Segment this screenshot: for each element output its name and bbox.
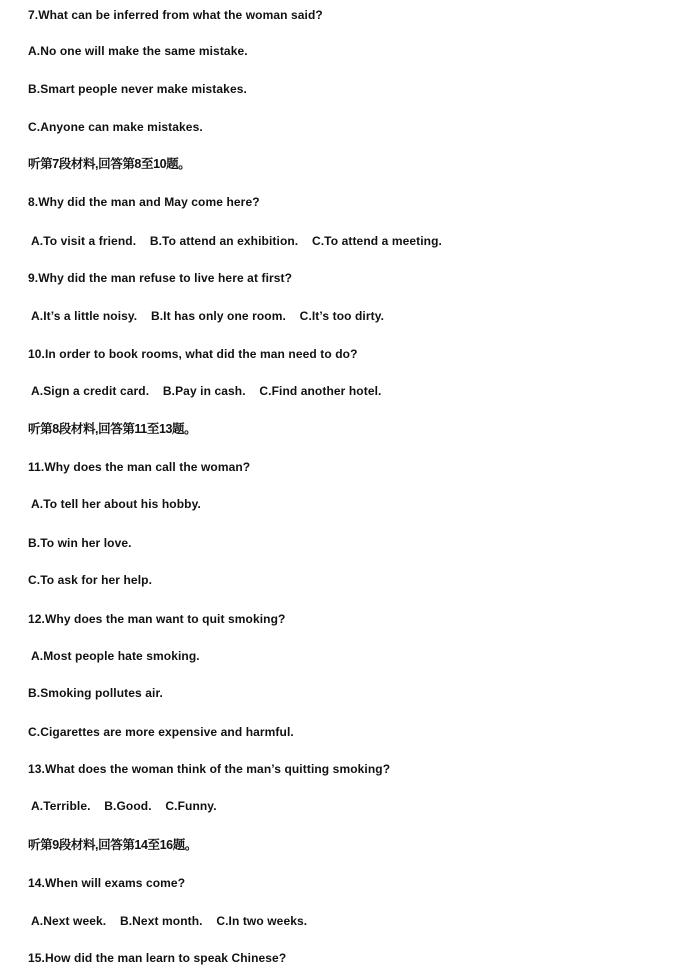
option-7c: C.Anyone can make mistakes. bbox=[28, 120, 203, 134]
options-8: A.To visit a friend. B.To attend an exhibition. C.To attend a meeting. bbox=[31, 234, 442, 248]
section-heading-9: 听第9段材料,回答第14至16题。 bbox=[28, 838, 197, 852]
section-heading-7: 听第7段材料,回答第8至10题。 bbox=[28, 157, 191, 171]
option-11a: A.To tell her about his hobby. bbox=[31, 497, 201, 511]
option-12a: A.Most people hate smoking. bbox=[31, 649, 200, 663]
question-11: 11.Why does the man call the woman? bbox=[28, 460, 251, 474]
question-10: 10.In order to book rooms, what did the man need to do? bbox=[28, 347, 358, 361]
options-10: A.Sign a credit card. B.Pay in cash. C.Find another hotel. bbox=[31, 384, 382, 398]
option-12c: C.Cigarettes are more expensive and harmful. bbox=[28, 725, 294, 739]
question-15: 15.How did the man learn to speak Chinese? bbox=[28, 951, 287, 965]
option-11b: B.To win her love. bbox=[28, 536, 132, 550]
options-13: A.Terrible. B.Good. C.Funny. bbox=[31, 799, 217, 813]
option-12b: B.Smoking pollutes air. bbox=[28, 686, 163, 700]
options-9: A.It’s a little noisy. B.It has only one room. C.It’s too dirty. bbox=[31, 309, 385, 323]
question-13: 13.What does the woman think of the man’s quitting smoking? bbox=[28, 762, 391, 776]
question-12: 12.Why does the man want to quit smoking? bbox=[28, 612, 286, 626]
question-7: 7.What can be inferred from what the woman said? bbox=[28, 8, 323, 22]
question-8: 8.Why did the man and May come here? bbox=[28, 195, 260, 209]
options-14: A.Next week. B.Next month. C.In two weeks. bbox=[31, 914, 308, 928]
question-9: 9.Why did the man refuse to live here at first? bbox=[28, 271, 293, 285]
question-14: 14.When will exams come? bbox=[28, 876, 186, 890]
section-heading-8: 听第8段材料,回答第11至13题。 bbox=[28, 422, 197, 436]
option-11c: C.To ask for her help. bbox=[28, 573, 152, 587]
option-7b: B.Smart people never make mistakes. bbox=[28, 82, 247, 96]
option-7a: A.No one will make the same mistake. bbox=[28, 44, 248, 58]
